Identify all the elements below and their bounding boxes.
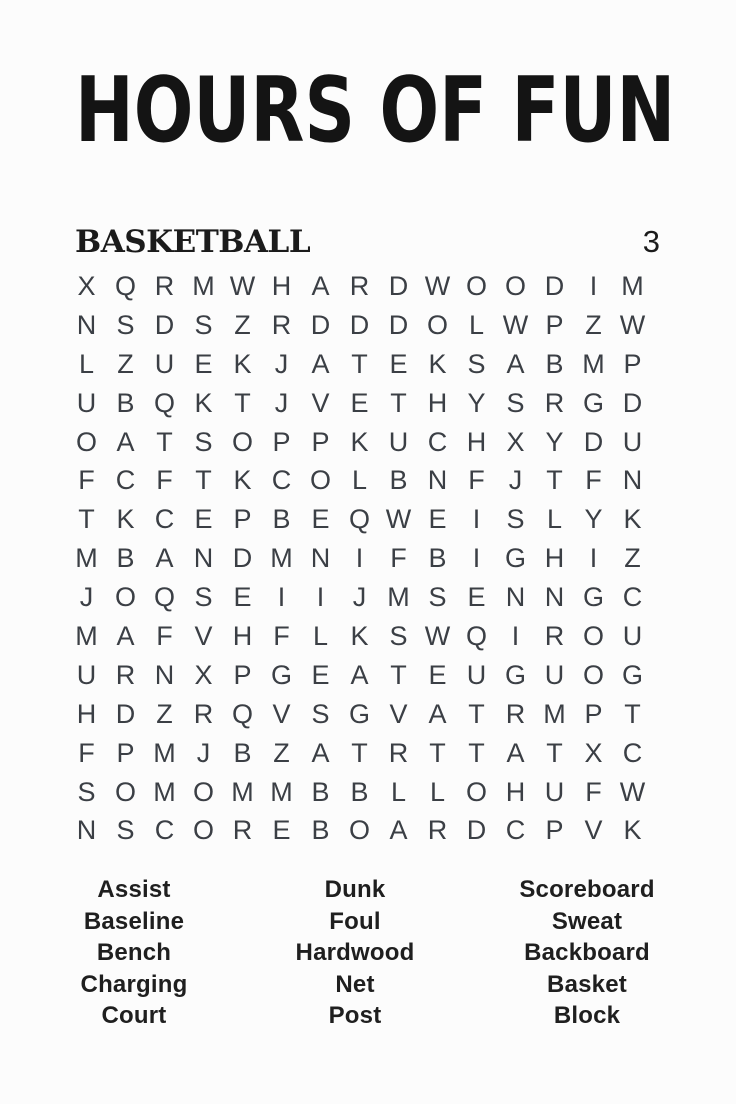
- grid-letter: P: [545, 309, 564, 340]
- grid-letter: C: [622, 737, 643, 768]
- grid-letter: N: [505, 582, 526, 613]
- grid-letter: K: [428, 348, 447, 379]
- grid-letter: V: [272, 698, 291, 729]
- grid-letter: B: [350, 776, 369, 807]
- grid-letter: V: [584, 815, 603, 846]
- grid-letter: X: [194, 659, 213, 690]
- grid-letter: F: [585, 776, 602, 807]
- grid-letter: N: [76, 815, 97, 846]
- grid-letter: U: [76, 659, 97, 690]
- grid-letter: F: [156, 465, 173, 496]
- grid-letter: D: [544, 270, 565, 301]
- grid-letter: I: [277, 582, 286, 613]
- grid-letter: Z: [234, 309, 251, 340]
- grid-letter: S: [116, 309, 135, 340]
- grid-letter: W: [424, 270, 451, 301]
- grid-letter: J: [352, 582, 367, 613]
- grid-letter: T: [546, 465, 563, 496]
- grid-letter: M: [153, 776, 176, 807]
- grid-letter: K: [116, 504, 135, 535]
- grid-letter: G: [582, 582, 604, 613]
- grid-letter: M: [387, 582, 410, 613]
- grid-letter: O: [192, 815, 214, 846]
- grid-letter: I: [472, 504, 481, 535]
- grid-letter: G: [504, 543, 526, 574]
- grid-letter: M: [192, 270, 215, 301]
- grid-letter: T: [156, 426, 173, 457]
- grid-letter: M: [231, 776, 254, 807]
- grid-letter: J: [196, 737, 211, 768]
- grid-letter: F: [78, 737, 95, 768]
- grid-letter: J: [508, 465, 523, 496]
- grid-letter: E: [233, 582, 252, 613]
- grid-letter: F: [78, 465, 95, 496]
- grid-letter: V: [194, 620, 213, 651]
- word-list-item: Assist: [97, 876, 171, 903]
- grid-letter: T: [468, 737, 485, 768]
- grid-letter: T: [429, 737, 446, 768]
- grid-letter: C: [427, 426, 448, 457]
- word-search-grid: [67, 267, 652, 850]
- grid-letter: Q: [348, 504, 370, 535]
- grid-letter: V: [389, 698, 408, 729]
- grid-letter: D: [622, 387, 643, 418]
- grid-letter: P: [272, 426, 291, 457]
- grid-letter: O: [192, 776, 214, 807]
- grid-letter: B: [389, 465, 408, 496]
- grid-letter: O: [426, 309, 448, 340]
- grid-letter: H: [76, 698, 97, 729]
- grid-letter: I: [589, 543, 598, 574]
- grid-letter: T: [195, 465, 212, 496]
- grid-letter: K: [623, 504, 642, 535]
- grid-letter: U: [544, 659, 565, 690]
- grid-letter: N: [544, 582, 565, 613]
- word-list-item: Baseline: [83, 907, 185, 935]
- grid-letter: E: [467, 582, 486, 613]
- grid-letter: O: [114, 776, 136, 807]
- grid-letter: G: [621, 659, 643, 690]
- grid-letter: N: [622, 465, 643, 496]
- grid-letter: D: [583, 426, 604, 457]
- grid-letter: L: [312, 620, 329, 651]
- grid-letter: A: [311, 737, 330, 768]
- grid-letter: R: [232, 815, 253, 846]
- grid-letter: S: [428, 582, 447, 613]
- grid-letter: O: [582, 620, 604, 651]
- grid-letter: M: [75, 620, 98, 651]
- grid-letter: L: [78, 348, 95, 379]
- grid-letter: S: [194, 309, 213, 340]
- grid-letter: M: [270, 776, 293, 807]
- grid-letter: K: [233, 348, 252, 379]
- grid-letter: C: [505, 815, 526, 846]
- grid-letter: H: [427, 387, 448, 418]
- grid-letter: N: [427, 465, 448, 496]
- grid-letter: A: [311, 270, 330, 301]
- grid-letter: R: [193, 698, 214, 729]
- grid-letter: D: [466, 815, 487, 846]
- grid-letter: O: [582, 659, 604, 690]
- grid-letter: E: [194, 504, 213, 535]
- grid-letter: S: [467, 348, 486, 379]
- grid-letter: A: [350, 659, 369, 690]
- grid-letter: A: [428, 698, 447, 729]
- grid-letter: S: [77, 776, 96, 807]
- grid-letter: L: [546, 504, 563, 535]
- grid-letter: I: [511, 620, 520, 651]
- grid-letter: Z: [585, 309, 602, 340]
- grid-letter: J: [274, 348, 289, 379]
- grid-letter: T: [351, 737, 368, 768]
- word-list-column-2: [245, 874, 465, 1032]
- grid-letter: H: [232, 620, 253, 651]
- grid-letter: E: [272, 815, 291, 846]
- grid-letter: S: [311, 698, 330, 729]
- grid-letter: W: [229, 270, 256, 301]
- grid-letter: L: [429, 776, 446, 807]
- grid-letter: M: [153, 737, 176, 768]
- grid-letter: Y: [545, 426, 564, 457]
- grid-letter: N: [310, 543, 331, 574]
- grid-letter: U: [154, 348, 175, 379]
- grid-letter: E: [428, 659, 447, 690]
- grid-letter: E: [350, 387, 369, 418]
- grid-letter: I: [472, 543, 481, 574]
- grid-letter: W: [619, 309, 646, 340]
- grid-letter: S: [194, 426, 213, 457]
- grid-letter: G: [270, 659, 292, 690]
- grid-letter: E: [389, 348, 408, 379]
- grid-letter: I: [355, 543, 364, 574]
- grid-letter: F: [585, 465, 602, 496]
- grid-letter: B: [311, 776, 330, 807]
- grid-letter: Z: [156, 698, 173, 729]
- grid-letter: N: [193, 543, 214, 574]
- grid-letter: D: [154, 309, 175, 340]
- grid-letter: K: [233, 465, 252, 496]
- page-title: HOURS OF FUN: [75, 58, 676, 163]
- grid-letter: U: [622, 426, 643, 457]
- grid-letter: E: [311, 504, 330, 535]
- word-list-item: Net: [335, 970, 375, 998]
- puzzle-title: BASKETBALL: [75, 224, 311, 260]
- word-list-item: Dunk: [324, 876, 386, 903]
- grid-letter: Q: [153, 387, 175, 418]
- grid-letter: R: [349, 270, 370, 301]
- grid-letter: T: [351, 348, 368, 379]
- grid-letter: F: [468, 465, 485, 496]
- grid-letter: J: [274, 387, 289, 418]
- grid-letter: S: [506, 504, 525, 535]
- word-list-item: Post: [328, 1002, 382, 1029]
- grid-letter: D: [310, 309, 331, 340]
- grid-letter: O: [348, 815, 370, 846]
- grid-letter: A: [311, 348, 330, 379]
- grid-letter: W: [385, 504, 412, 535]
- grid-letter: K: [350, 426, 369, 457]
- word-list-item: Sweat: [551, 907, 623, 935]
- grid-letter: D: [349, 309, 370, 340]
- word-list-column-1: [24, 874, 244, 1032]
- grid-letter: B: [116, 543, 135, 574]
- grid-letter: H: [544, 543, 565, 574]
- grid-letter: L: [468, 309, 485, 340]
- grid-letter: P: [116, 737, 135, 768]
- grid-letter: M: [75, 543, 98, 574]
- grid-letter: T: [624, 698, 641, 729]
- grid-letter: P: [623, 348, 642, 379]
- grid-letter: H: [505, 776, 526, 807]
- word-list-item: Scoreboard: [519, 876, 655, 903]
- grid-letter: R: [544, 620, 565, 651]
- grid-letter: C: [271, 465, 292, 496]
- grid-letter: O: [231, 426, 253, 457]
- grid-letter: Z: [624, 543, 641, 574]
- grid-letter: A: [155, 543, 174, 574]
- grid-letter: R: [154, 270, 175, 301]
- grid-letter: F: [156, 620, 173, 651]
- grid-letter: B: [233, 737, 252, 768]
- grid-letter: M: [543, 698, 566, 729]
- grid-letter: N: [76, 309, 97, 340]
- grid-letter: D: [232, 543, 253, 574]
- grid-letter: O: [114, 582, 136, 613]
- word-list-item: Charging: [80, 970, 188, 998]
- grid-letter: O: [75, 426, 97, 457]
- grid-letter: M: [270, 543, 293, 574]
- grid-letter: V: [311, 387, 330, 418]
- grid-letter: O: [465, 270, 487, 301]
- grid-letter: Y: [584, 504, 603, 535]
- grid-letter: P: [311, 426, 330, 457]
- grid-letter: P: [233, 659, 252, 690]
- grid-letter: P: [545, 815, 564, 846]
- grid-letter: S: [506, 387, 525, 418]
- grid-letter: D: [115, 698, 136, 729]
- grid-letter: T: [546, 737, 563, 768]
- grid-letter: A: [389, 815, 408, 846]
- grid-letter: I: [589, 270, 598, 301]
- word-list-item: Foul: [329, 907, 381, 935]
- grid-letter: W: [502, 309, 529, 340]
- grid-letter: S: [389, 620, 408, 651]
- grid-letter: Q: [114, 270, 136, 301]
- grid-letter: T: [78, 504, 95, 535]
- grid-letter: X: [584, 737, 603, 768]
- word-list: [0, 874, 736, 1034]
- grid-letter: O: [309, 465, 331, 496]
- word-list-item: Court: [101, 1002, 167, 1029]
- grid-letter: S: [116, 815, 135, 846]
- grid-letter: Z: [117, 348, 134, 379]
- grid-letter: R: [505, 698, 526, 729]
- word-list-item: Backboard: [524, 939, 650, 966]
- grid-letter: H: [271, 270, 292, 301]
- grid-letter: D: [388, 270, 409, 301]
- grid-letter: K: [194, 387, 213, 418]
- grid-letter: A: [506, 348, 525, 379]
- grid-letter: M: [582, 348, 605, 379]
- grid-letter: G: [504, 659, 526, 690]
- grid-letter: R: [271, 309, 292, 340]
- grid-letter: E: [428, 504, 447, 535]
- grid-letter: Q: [465, 620, 487, 651]
- grid-letter: T: [234, 387, 251, 418]
- grid-letter: T: [468, 698, 485, 729]
- grid-letter: R: [427, 815, 448, 846]
- grid-letter: C: [154, 504, 175, 535]
- puzzle-number: 3: [642, 224, 660, 259]
- word-list-column-3: [477, 874, 697, 1032]
- grid-letter: B: [545, 348, 564, 379]
- grid-letter: F: [273, 620, 290, 651]
- grid-letter: W: [619, 776, 646, 807]
- grid-letter: J: [79, 582, 94, 613]
- grid-letter: E: [194, 348, 213, 379]
- grid-letter: L: [351, 465, 368, 496]
- word-list-item: Block: [553, 1002, 621, 1029]
- grid-letter: D: [388, 309, 409, 340]
- grid-letter: B: [311, 815, 330, 846]
- word-list-item: Hardwood: [295, 939, 415, 966]
- grid-letter: U: [76, 387, 97, 418]
- grid-letter: M: [621, 270, 644, 301]
- grid-letter: N: [154, 659, 175, 690]
- grid-letter: U: [388, 426, 409, 457]
- grid-letter: F: [390, 543, 407, 574]
- grid-letter: R: [544, 387, 565, 418]
- grid-letter: X: [77, 270, 96, 301]
- grid-letter: Z: [273, 737, 290, 768]
- grid-letter: Y: [467, 387, 486, 418]
- grid-letter: C: [622, 582, 643, 613]
- grid-letter: U: [466, 659, 487, 690]
- grid-letter: I: [316, 582, 325, 613]
- grid-letter: T: [390, 387, 407, 418]
- grid-letter: A: [116, 620, 135, 651]
- grid-letter: C: [115, 465, 136, 496]
- word-list-item: Bench: [96, 939, 172, 966]
- grid-letter: B: [272, 504, 291, 535]
- grid-letter: Q: [231, 698, 253, 729]
- grid-letter: S: [194, 582, 213, 613]
- grid-letter: K: [350, 620, 369, 651]
- grid-letter: A: [116, 426, 135, 457]
- grid-letter: Q: [153, 582, 175, 613]
- grid-letter: E: [311, 659, 330, 690]
- grid-letter: X: [506, 426, 525, 457]
- puzzle-header-row: [75, 224, 660, 260]
- grid-letter: U: [622, 620, 643, 651]
- grid-letter: G: [348, 698, 370, 729]
- grid-letter: O: [465, 776, 487, 807]
- word-list-item: Basket: [547, 970, 627, 998]
- grid-letter: B: [428, 543, 447, 574]
- grid-letter: P: [584, 698, 603, 729]
- grid-letter: H: [466, 426, 487, 457]
- grid-letter: L: [390, 776, 407, 807]
- grid-letter: K: [623, 815, 642, 846]
- grid-letter: R: [388, 737, 409, 768]
- grid-letter: U: [544, 776, 565, 807]
- grid-letter: A: [506, 737, 525, 768]
- grid-letter: G: [582, 387, 604, 418]
- grid-letter: P: [233, 504, 252, 535]
- grid-letter: C: [154, 815, 175, 846]
- grid-letter: T: [390, 659, 407, 690]
- grid-letter: R: [115, 659, 136, 690]
- grid-letter: B: [116, 387, 135, 418]
- grid-letter: W: [424, 620, 451, 651]
- grid-letter: O: [504, 270, 526, 301]
